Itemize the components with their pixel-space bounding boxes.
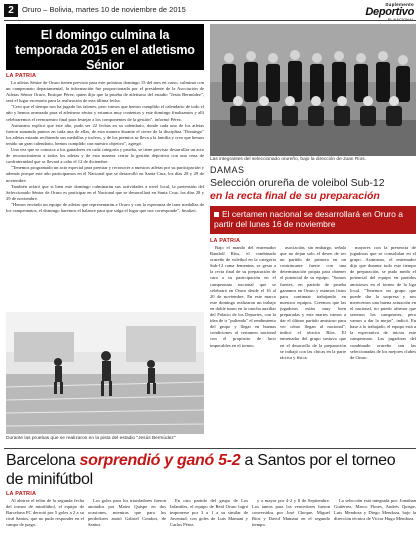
volley-headline: [210, 177, 416, 203]
header-rule: [4, 20, 416, 21]
volley-column-2: [280, 245, 346, 445]
masthead-super: Suplemento: [385, 2, 414, 7]
athletics-photo-image: [6, 312, 204, 434]
football-column-5: [334, 498, 416, 544]
athletics-photo: [6, 312, 204, 434]
football-headline-plain-2: a Santos por el torneo de minifútbol: [6, 452, 396, 488]
volley-headline-plain: Selección orureña de voleibol Sub-12: [210, 177, 385, 189]
athletics-paragraph: También aclaró que si bien este domingo culminarán sus actividades a nivel local, la pretensión del Seleccionado Sénior de Oruro es participar en el Nacional que se desarrollará en Santa Cruz, los días 28 y 29 de noviembre.: [6, 183, 204, 201]
football-column-4: [252, 498, 330, 544]
football-paragraph: y a mayor por 4-2 y 8 de Septiembre. Los tantos para los vencedores fueron convertidos por José Choque, Miguel Ríos y David Mamani en el segundo tiempo.: [252, 498, 330, 528]
masthead-brand: Deportivo: [365, 6, 414, 18]
volley-kicker: LA PATRIA: [210, 238, 241, 244]
athletics-headline: El domingo culmina la temporada 2015 en el atletismo Sénior: [6, 24, 204, 70]
volley-subhead: [210, 206, 416, 234]
athletics-paragraph: "Creo que el tiempo nos ha jugado los talones, pero vamos que hemos cumplido el calendario de todo el año y hemos avanzado para el atletismo sénior y estamos muy contentos y este domingo finalizamos y allí celebraremos el reencuentro final para festejar a los componentes de la gestión", informó Pérez.: [6, 104, 204, 122]
athletics-body: [6, 80, 204, 310]
bullet-square-icon: [214, 212, 219, 217]
page-header: [0, 0, 420, 22]
football-headline-accent: sorprendió y ganó 5-2: [79, 452, 241, 469]
volley-column-3: [350, 245, 416, 445]
volley-paragraph: asociación, sin embargo, señala que no dejan solo el deseo de ser un partido de primera en un contrincante fuerte con una determinación propia para obtener el potencial de su equipo. "Somos fuertes, en partido de prueba ganamos en Oruro y estamos listos para continuar trabajando en nuestros equipos. Creemos que las jugadoras están muy bien preparadas y este martes vamos a dar el último partido amistoso para ver cómo llegan al nacional", indicó el técnico Ríos. El entrenador del grupo sostuvo que en el desarrollo de la preparación se trabajó con las chicas en la parte táctica y física.: [280, 245, 346, 360]
volley-subhead-text: El certamen nacional se desarrollará en Oruro a partir del lunes 16 de noviembre: [214, 209, 403, 229]
team-photo-image: [210, 24, 416, 156]
volley-paragraph: mayores con la presencia de jugadoras que se consolidan en el grupo. Asimismo, el entrenador dijo que durante todo este tiempo de preparación, se pudo medir el potencial del equipo en partidos amistosos en el torneo de la liga local. "Tenemos un grupo que puede dar la sorpresa y nos merecemos una buena actuación en el nacional, no puedo afirmar que seremos los campeones, pero vamos a dar lo mejor", indicó. En base a lo trabajado, el equipo está a la expectativa de iniciar este campeonato. Las jugadoras del combinado orureño son las seleccionadas de los mejores clubes de Oruro.: [350, 245, 416, 360]
volley-paragraph: Bajo el mando del entrenador Randolf Ríos, el combinado orureño de voleibol en la categoría Sub-12 rama femenina, se gesta a la recta final de su preparación de cara a su participación en el campeonato nacional que se celebrará en Oruro desde el 16 al 20 de noviembre. En este marco este domingo realizaron un trabajo en doble turno en la cancha auxiliar del Palacio de los Deportes, con la idea de ir "puliendo" el rendimiento del grupo y llegar en buenas condiciones al certamen nacional con el propósito de lucir impecables en el torneo.: [210, 245, 276, 348]
football-headline: [6, 451, 416, 489]
athletics-kicker: LA PATRIA: [6, 73, 37, 79]
volley-headline-accent: en la recta final de su preparación: [210, 190, 380, 202]
athletics-paragraph: La atletas Sénior de Oruro tienen previsto para este próximo domingo 15 del mes en curso, culminar con un campeonato departamental, la información fue proporcionada por el presidente de la Asociación de Atletas Sénior Oruro, Enrique Pérez, quien dijo que la prueba de atletismo del estadio "Jesús Bermúdez", será el lugar escenario para la realización de esta última fecha.: [6, 80, 204, 104]
masthead-logo: [365, 2, 414, 22]
section-label: DAMAS: [210, 165, 245, 175]
football-column-3: [170, 498, 248, 544]
football-column-1: [6, 498, 84, 544]
football-paragraph: En otro partido del grupo de Los Infantiles, el equipo de Real Oruro logró imponerse por 3 a 1 a su similar de Juventud, con goles de Luis Mamani y Carlos Pérez.: [170, 498, 248, 528]
football-paragraph: Al abrirse el telón de la segunda fecha del torneo de minifútbol, el equipo de Barcelona FC derrotó por 5 goles a 2 a su rival Santos, que no pudo responder en el campo de juego.: [6, 498, 84, 528]
athletics-paragraph: "Hemos enviado un equipo de atletas que representarán a Oruro y con la esperanza de traer medallas de los campeonatos, el domingo haremos el balance para que salga el lugar que nos corresponde", finalizó.: [6, 201, 204, 213]
football-kicker: LA PATRIA: [6, 491, 37, 497]
football-headline-plain: Barcelona: [6, 452, 76, 469]
football-paragraph: La selección está integrada por: Jonathan Gutiérrez, Marco Flores, Andrés Quispe, Luis Mendoza y Diego Mendoza, bajo la dirección técnica de Víctor Hugo Mendoza.: [334, 498, 416, 522]
team-photo: [210, 24, 416, 156]
section-rule: [4, 448, 416, 449]
page-number: 2: [4, 4, 18, 17]
athletics-paragraph: Asimismo explicó que este año, pudo ser 22 fechas en su calendario, donde cada uno de los atletas fueron sumando puntos en cada una de ellas, de esta manera durante el cierre de la disciplina "Domingo" los atletas estarán recibiendo sus medallas y trofeos, y de los premios se lleva a la familia y creo que hemos tenido un gran calendario, hemos cumplido con nuestro objetivo", agregó.: [6, 122, 204, 146]
volley-column-1: [210, 245, 276, 445]
athletics-paragraph: "Tenemos programado un acto especial para premiar y reconocer a nuestros atletas por su participación y además porque este año participamos en el Nacional que se desarrolló en Santa Cruz, los días 28 y 29 de noviembre.: [6, 165, 204, 183]
athletics-paragraph: Una vez que se conozca a los ganadores en cada categoría y prueba, se tiene previsto desarrollar un acto de reconocimiento a todos los atletas y de esta manera cerrar la gestión deportiva con una cena de confraternidad que se llevará a cabo el 12 de diciembre.: [6, 147, 204, 165]
team-photo-caption: Las integrantes del seleccionado orureño, bajo la dirección de Juan Ríos.: [210, 157, 366, 162]
football-column-2: [88, 498, 166, 544]
athletics-photo-caption: Durante las pruebas que se realizaron en la pista del estadio "Jesús Bermúdez": [6, 436, 176, 441]
dateline: Oruro – Bolivia, martes 10 de noviembre de 2015: [22, 5, 186, 14]
football-paragraph: Los goles para los triunfadores fueron anotados por Mateo Quispe en dos ocasiones, mientras que para los perdedores anotó Gabriel Condori, de Santos.: [88, 498, 166, 528]
